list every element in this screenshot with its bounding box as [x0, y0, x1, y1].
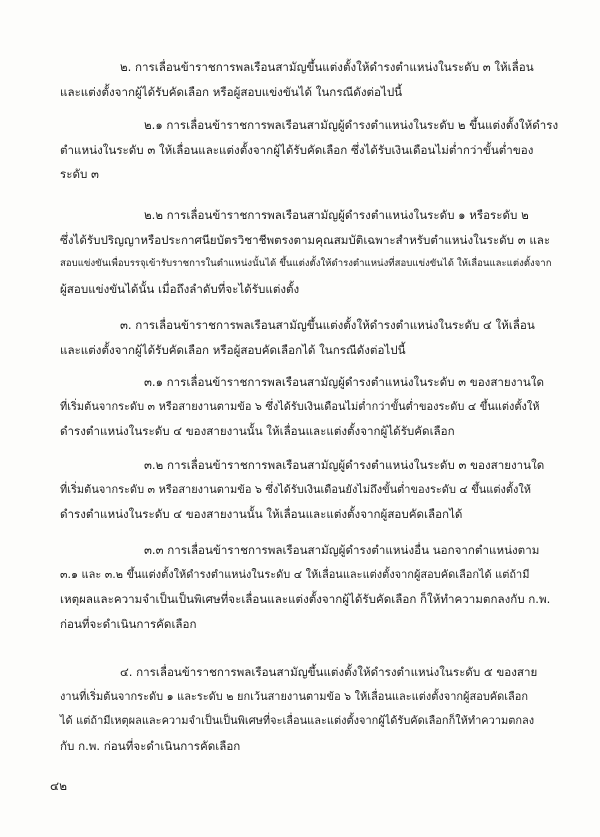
- text-line: ที่เริ่มต้นจากระดับ ๓ หรือสายงานตามข้อ ๖ ซึ่งได้รับเงินเดือนยังไม่ถึงขั้นต่ำของระดับ ๔ ขึ้นแต่งตั้งให้: [60, 482, 532, 496]
- paragraph-2-1: [60, 113, 558, 187]
- text-line: ๔. การเลื่อนข้าราชการพลเรือนสามัญขึ้นแต่งตั้งให้ดำรงตำแหน่งในระดับ ๕ ของสาย: [120, 665, 538, 679]
- text-line: และแต่งตั้งจากผู้ได้รับคัดเลือก หรือผู้สอบคัดเลือกได้ ในกรณีดังต่อไปนี้: [60, 342, 406, 357]
- text-line: ๒. การเลื่อนข้าราชการพลเรือนสามัญขึ้นแต่งตั้งให้ดำรงตำแหน่งในระดับ ๓ ให้เลื่อน: [120, 60, 534, 74]
- text-line: ๒.๒ การเลื่อนข้าราชการพลเรือนสามัญผู้ดำรงตำแหน่งในระดับ ๑ หรือระดับ ๒: [144, 208, 529, 222]
- text-line: ๓.๒ การเลื่อนข้าราชการพลเรือนสามัญผู้ดำรงตำแหน่งในระดับ ๓ ของสายงานใด: [144, 458, 545, 472]
- paragraph-3-2: [60, 453, 558, 527]
- paragraph-2-2: [60, 203, 558, 301]
- paragraph-4: [60, 660, 558, 758]
- text-line: ๒.๑ การเลื่อนข้าราชการพลเรือนสามัญผู้ดำรงตำแหน่งในระดับ ๒ ขึ้นแต่งตั้งให้ดำรง: [144, 118, 559, 132]
- text-line: ตำแหน่งในระดับ ๓ ให้เลื่อนและแต่งตั้งจากผู้ได้รับคัดเลือก ซึ่งได้รับเงินเดือนไม่ต่ำกว่าขั้นต่ำของ: [60, 142, 534, 157]
- text-line: ก่อนที่จะดำเนินการคัดเลือก: [60, 616, 197, 631]
- text-line: กับ ก.พ. ก่อนที่จะดำเนินการคัดเลือก: [60, 738, 241, 753]
- text-line: ซึ่งได้รับปริญญาหรือประกาศนียบัตรวิชาชีพตรงตามคุณสมบัติเฉพาะสำหรับตำแหน่งในระดับ ๓ และ: [60, 232, 551, 247]
- page-number: ๔๒: [50, 779, 67, 793]
- text-line: ๓.๑ การเลื่อนข้าราชการพลเรือนสามัญผู้ดำรงตำแหน่งในระดับ ๓ ของสายงานใด: [144, 375, 545, 389]
- paragraph-3-1: [60, 370, 558, 444]
- text-line: ดำรงตำแหน่งในระดับ ๔ ของสายงานนั้น ให้เลื่อนและแต่งตั้งจากผู้สอบคัดเลือกได้: [60, 507, 463, 521]
- text-line: ๓. การเลื่อนข้าราชการพลเรือนสามัญขึ้นแต่งตั้งให้ดำรงตำแหน่งในระดับ ๔ ให้เลื่อน: [120, 318, 535, 332]
- text-line: ได้ แต่ถ้ามีเหตุผลและความจำเป็นเป็นพิเศษที่จะเลื่อนและแต่งตั้งจากผู้ได้รับคัดเลือกก็ให้ทำความตกลง: [60, 714, 535, 727]
- text-line: สอบแข่งขันเพื่อบรรจุเข้ารับราชการในตำแหน่งนั้นได้ ขึ้นแต่งตั้งให้ดำรงตำแหน่งที่สอบแข่งขันได้ ให้เลื่อนและแต่งตั้งจาก: [60, 258, 552, 269]
- text-line: ที่เริ่มต้นจากระดับ ๓ หรือสายงานตามข้อ ๖ ซึ่งได้รับเงินเดือนไม่ต่ำกว่าขั้นต่ำของระดับ ๔ ขึ้นแต่งตั้งให้: [60, 399, 540, 413]
- text-line: งานที่เริ่มต้นจากระดับ ๑ และระดับ ๒ ยกเว้นสายงานตามข้อ ๖ ให้เลื่อนและแต่งตั้งจากผู้สอบคัดเลือก: [60, 689, 529, 703]
- text-line: ดำรงตำแหน่งในระดับ ๔ ของสายงานนั้น ให้เลื่อนและแต่งตั้งจากผู้ได้รับคัดเลือก: [60, 424, 455, 438]
- text-line: และแต่งตั้งจากผู้ได้รับคัดเลือก หรือผู้สอบแข่งขันได้ ในกรณีดังต่อไปนี้: [60, 84, 403, 99]
- text-line: ผู้สอบแข่งขันได้นั้น เมื่อถึงลำดับที่จะได้รับแต่งตั้ง: [60, 281, 300, 296]
- paragraph-3: [60, 313, 558, 362]
- paragraph-2: [60, 55, 558, 104]
- text-line: ๓.๑ และ ๓.๒ ขึ้นแต่งตั้งให้ดำรงตำแหน่งในระดับ ๔ ให้เลื่อนและแต่งตั้งจากผู้สอบคัดเลือกได้ แต่ถ้ามี: [60, 567, 530, 581]
- text-line: ระดับ ๓: [60, 167, 99, 181]
- text-line: ๓.๓ การเลื่อนข้าราชการพลเรือนสามัญผู้ดำรงตำแหน่งอื่น นอกจากตำแหน่งตาม: [144, 543, 540, 557]
- paragraph-3-3: [60, 538, 558, 636]
- text-line: เหตุผลและความจำเป็นเป็นพิเศษที่จะเลื่อนและแต่งตั้งจากผู้ได้รับคัดเลือก ก็ให้ทำความตกลงกับ ก.พ.: [60, 592, 551, 606]
